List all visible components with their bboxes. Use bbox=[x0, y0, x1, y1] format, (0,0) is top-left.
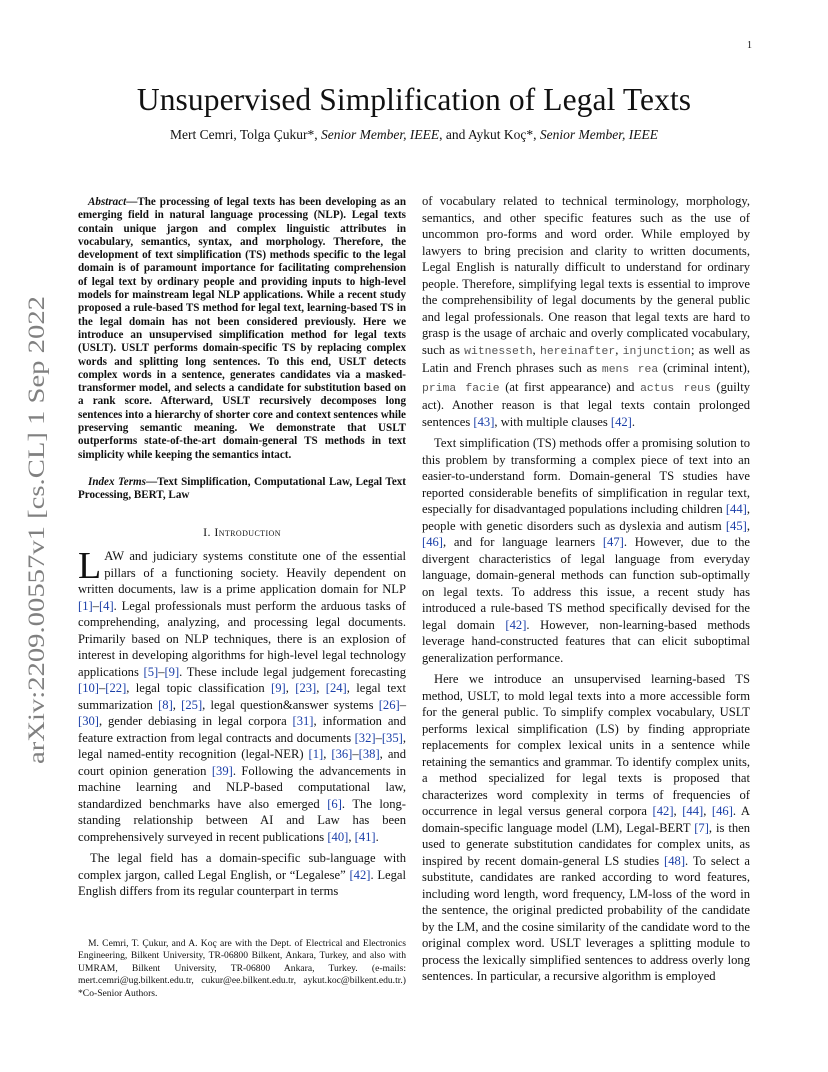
text-run: , and court opinion generation bbox=[78, 747, 406, 778]
citation-link[interactable]: [26] bbox=[378, 697, 400, 712]
legal-term: hereinafter bbox=[539, 345, 616, 358]
text-run: . Following the advancements in machine learning and NLP-based computational law, standardized benchmarks have also emerged bbox=[78, 763, 407, 811]
citation-link[interactable]: [6] bbox=[327, 796, 342, 811]
text-run: . Legal English differs from its regular counterpart in terms bbox=[78, 867, 406, 899]
text-run: , bbox=[532, 342, 540, 357]
citation-link[interactable]: [9] bbox=[164, 664, 180, 679]
text-run: . bbox=[375, 829, 379, 844]
drop-cap: L bbox=[78, 545, 102, 588]
citation-link[interactable]: [30] bbox=[78, 714, 99, 729]
author-and: , and Aykut Koç*, bbox=[439, 127, 540, 142]
text-run: ; as well as Latin and French phrases such as bbox=[422, 342, 751, 375]
abstract bbox=[78, 196, 406, 462]
author-line bbox=[80, 127, 748, 143]
section-numeral: I. bbox=[203, 524, 215, 539]
citation-link[interactable]: [39] bbox=[211, 763, 233, 778]
text-run: , people with genetic disorders such as dyslexia and autism bbox=[422, 502, 750, 533]
citation-link[interactable]: [38] bbox=[358, 747, 380, 762]
text-run: . However, non-learning-based methods leverage hand-constructed features that can elicit suboptimal generalization performance. bbox=[422, 617, 750, 665]
text-run: . However, due to the divergent characteristics of legal language from everyday language, domain-general methods can function sub-optimally on legal texts. To address this issue, a recent study has introduced a rule-based TS method specifically devised for the legal domain bbox=[422, 535, 750, 632]
index-terms-lead: Index Terms bbox=[88, 475, 146, 488]
text-run: – bbox=[158, 664, 165, 679]
text-run: (guilty act). Another reason is that legal texts contain prolonged sentences bbox=[422, 379, 750, 429]
text-run: , is then used to generate substitution candidates for complex units, as inspired by recent domain-general LS studies bbox=[422, 820, 751, 868]
paper-title: Unsupervised Simplification of Legal Texts bbox=[136, 82, 692, 117]
index-terms bbox=[78, 476, 406, 503]
citation-link[interactable]: [48] bbox=[664, 853, 686, 868]
text-run: – bbox=[98, 681, 106, 696]
section-heading bbox=[78, 524, 406, 541]
legal-term: injunction bbox=[622, 345, 691, 358]
right-column bbox=[422, 193, 750, 985]
intro-paragraph-2 bbox=[78, 850, 406, 900]
text-run: , bbox=[615, 342, 623, 357]
citation-link[interactable]: [1] bbox=[308, 747, 324, 762]
text-run: , with multiple clauses bbox=[494, 414, 611, 429]
author-names: Mert Cemri, Tolga Çukur*, bbox=[170, 127, 322, 142]
citation-link[interactable]: [36] bbox=[331, 747, 353, 762]
legal-term: actus reus bbox=[640, 382, 711, 395]
citation-link[interactable]: [43] bbox=[473, 414, 495, 429]
citation-link[interactable]: [46] bbox=[711, 804, 733, 818]
text-run: , legal named-entity recognition (legal-NER) bbox=[78, 730, 406, 762]
legal-term: witnesseth bbox=[464, 345, 533, 358]
citation-link[interactable]: [42] bbox=[652, 804, 674, 818]
text-run: of vocabulary related to technical terminology, morphology, semantics, and other specific features such as the use of uncommon pro-forms and word order. While employed by lawyers to bring precision and clarity to written documents, Legal English is naturally difficult to understand for ordinary people. Therefore, simplifying legal texts is essential to improve the comprehensibility of legal documents by the general public and legal professionals. One reason that legal texts are hard to grasp is the usage of archaic and overly complicated vocabulary, such as bbox=[422, 194, 750, 357]
citation-link[interactable]: [42] bbox=[349, 867, 371, 882]
intro-paragraph-2-continued bbox=[422, 193, 750, 430]
text-run: – bbox=[399, 697, 406, 712]
text-run: – bbox=[352, 747, 359, 762]
legal-term: mens rea bbox=[601, 364, 659, 376]
citation-link[interactable]: [32] bbox=[354, 730, 376, 745]
citation-link[interactable]: [24] bbox=[325, 681, 347, 696]
intro-paragraph-1: LAW and judiciary systems constitute one of the essential pillars of a functioning society. Heavily dependent on written documents, law is a prime application domain for NLP [1]–[4]. Legal professionals must perform the arduous tasks of comprehending, analyzing, and processing legal documents. Primarily based on NLP techniques, there is an explosion of interest in developing algorithms for high-level legal technology applications [5]–[9]. These include legal judgement forecasting [10]–[22], legal topic classification [9], [23], [24], legal text summarization [8], [25], legal question&answer systems [26]–[30], gender debiasing in legal corpora [31], information and feature extraction from legal contracts and documents [32]–[35], legal named-entity recognition (legal-NER) [1], [36]–[38], and court opinion generation [39]. Following the advancements in machine learning and NLP-based computational law, standardized benchmarks have also emerged [6]. The long-standing relationship between AI and Law has been comprehensively surveyed in recent publications [40], [41]. bbox=[78, 545, 407, 844]
citation-link[interactable]: [31] bbox=[292, 714, 314, 729]
citation-link[interactable]: [46] bbox=[422, 535, 443, 549]
citation-link[interactable]: [40] bbox=[327, 829, 349, 844]
citation-link[interactable]: [4] bbox=[98, 598, 114, 613]
text-run: (at first appearance) and bbox=[499, 379, 641, 394]
arxiv-stamp-text: arXiv:2209.00557v1 [cs.CL] 1 Sep 2022 bbox=[24, 388, 49, 764]
text-run: . A domain-specific language model (LM), Legal-BERT bbox=[422, 804, 750, 835]
citation-link[interactable]: [25] bbox=[181, 697, 203, 712]
text-run: , bbox=[746, 518, 750, 533]
abstract-lead: Abstract bbox=[88, 196, 127, 208]
citation-link[interactable]: [23] bbox=[295, 681, 317, 696]
text-run: , legal question&answer systems bbox=[202, 697, 379, 712]
abstract-text: —The processing of legal texts has been developing as an emerging field in natural language processing (NLP). Legal texts contain unique jargon and complex linguistic attributes in vocabulary, semantics, syntax, and morphology. Therefore, the development of text simplification (TS) methods specific to the legal domain is of paramount importance for facilitating comprehension of legal text by ordinary people and providing inputs to high-level models for mainstream legal NLP applications. While a recent study proposed a rule-based TS method for legal text, learning-based TS in the legal domain has not been considered previously. Here we introduce an unsupervised simplification method for legal texts (USLT). USLT performs domain-specific TS by replacing complex words and splitting long sentences. To this end, USLT detects complex words in a sentence, generates candidates via a masked-transformer model, and selects a candidate for substitution based on a rank score. Afterward, USLT recursively decomposes long sentences into a hierarchy of shorter core and context sentences while preserving semantic meaning. We demonstrate that USLT outperforms state-of-the-art domain-general TS methods in text simplicity while keeping the semantics intact. bbox=[78, 196, 406, 461]
text-run: Here we introduce an unsupervised learning-based TS method, USLT, to mold legal texts into a more accessible form for the general public. To simplify complex vocabulary, USLT performs lexical simplification (LS) by finding appropriate replacements for complex lexical units in a sentence while retaining the semantics and grammar. To identify complex units, a method specialized for legal texts is proposed that characterizes word complexity in terms of frequencies of occurrence in legal versus general corpora bbox=[422, 672, 750, 818]
text-run: . Legal professionals must perform the arduous tasks of comprehending, analyzing, and processing legal documents. Primarily based on NLP techniques, there is an explosion of interest in developing algorithms for high-level legal technology applications bbox=[78, 598, 406, 679]
citation-link[interactable]: [8] bbox=[158, 697, 173, 712]
citation-link[interactable]: [22] bbox=[105, 681, 127, 696]
text-run: (criminal intent), bbox=[658, 361, 750, 375]
citation-link[interactable]: [41] bbox=[354, 829, 376, 844]
text-run: , bbox=[673, 804, 683, 818]
index-terms-text: —Text Simplification, Computational Law, Legal Text Processing, BERT, Law bbox=[78, 475, 406, 502]
citation-link[interactable]: [42] bbox=[505, 617, 527, 632]
text-run: , legal text summarization bbox=[78, 681, 407, 712]
text-run: Text simplification (TS) methods offer a promising solution to this problem by transforming a complex piece of text into an easier-to-understand form. Domain-general TS studies have reported considerable benefits of simplification in regular text, especially for disadvantaged populations including children bbox=[422, 436, 750, 516]
text-run: , bbox=[703, 804, 712, 818]
author-role-2: Senior Member, IEEE bbox=[539, 127, 658, 142]
author-footnote: M. Cemri, T. Çukur, and A. Koç are with the Dept. of Electrical and Electronics Engineering, Bilkent University, TR-06800 Bilkent, Ankara, Turkey, and also with UMRAM, Bilkent University, TR-06800 Ankara, Turkey. (e-mails: mert.cemri@ug.bilkent.edu.tr, cukur@ee.bilkent.edu.tr, aykut.koc@bilkent.edu.tr.) *Co-Senior Authors. bbox=[78, 938, 406, 999]
left-column bbox=[78, 196, 406, 900]
page-number: 1 bbox=[747, 40, 752, 51]
citation-link[interactable]: [42] bbox=[610, 414, 632, 429]
text-run: . The long-standing relationship between AI and Law has been comprehensively surveyed in recent publications bbox=[78, 796, 406, 844]
citation-link[interactable]: [1] bbox=[78, 598, 93, 613]
text-run: AW and judiciary systems constitute one of the essential pillars of a functioning society. Heavily dependent on written documents, law is a prime application domain for NLP bbox=[78, 549, 406, 597]
text-run: . bbox=[631, 414, 636, 429]
text-run: – bbox=[92, 598, 99, 613]
text-run: The legal field has a domain-specific sub-language with complex jargon, called Legal English, or “Legalese” bbox=[78, 851, 406, 882]
citation-link[interactable]: [7] bbox=[694, 820, 709, 835]
text-run: , gender debiasing in legal corpora bbox=[98, 714, 293, 729]
citation-link[interactable]: [47] bbox=[602, 535, 624, 549]
text-run: – bbox=[375, 730, 382, 745]
text-run: . These include legal judgement forecasting bbox=[179, 664, 406, 679]
citation-link[interactable]: [35] bbox=[381, 730, 403, 745]
text-run: , legal topic classification bbox=[126, 681, 272, 696]
text-run: . To select a substitute, candidates are ranked according to word features, including word length, word frequency, LM-loss of the word in the sentence, the original predicted probability of the candidate by the LM, and the cosine similarity of the candidate word to the original complex word. USLT leverages a splitting module to process the lexically simplified sentences to address overly long sentences. In particular, a recursive algorithm is employed bbox=[422, 853, 750, 983]
citation-link[interactable]: [44] bbox=[682, 804, 704, 818]
citation-link[interactable]: [45] bbox=[725, 518, 747, 533]
text-run: , and for language learners bbox=[442, 535, 603, 549]
citation-link[interactable]: [9] bbox=[271, 681, 286, 696]
arxiv-stamp bbox=[4, 294, 62, 764]
text-run: , information and feature extraction from legal contracts and documents bbox=[78, 714, 406, 745]
intro-paragraph-4 bbox=[422, 671, 750, 985]
legal-term: prima facie bbox=[422, 382, 500, 395]
section-title: Introduction bbox=[214, 524, 281, 539]
intro-paragraph-3 bbox=[422, 435, 750, 666]
citation-link[interactable]: [10] bbox=[78, 681, 99, 696]
citation-link[interactable]: [5] bbox=[143, 664, 159, 679]
citation-link[interactable]: [44] bbox=[725, 502, 747, 516]
author-role-1: Senior Member, IEEE bbox=[321, 127, 440, 142]
